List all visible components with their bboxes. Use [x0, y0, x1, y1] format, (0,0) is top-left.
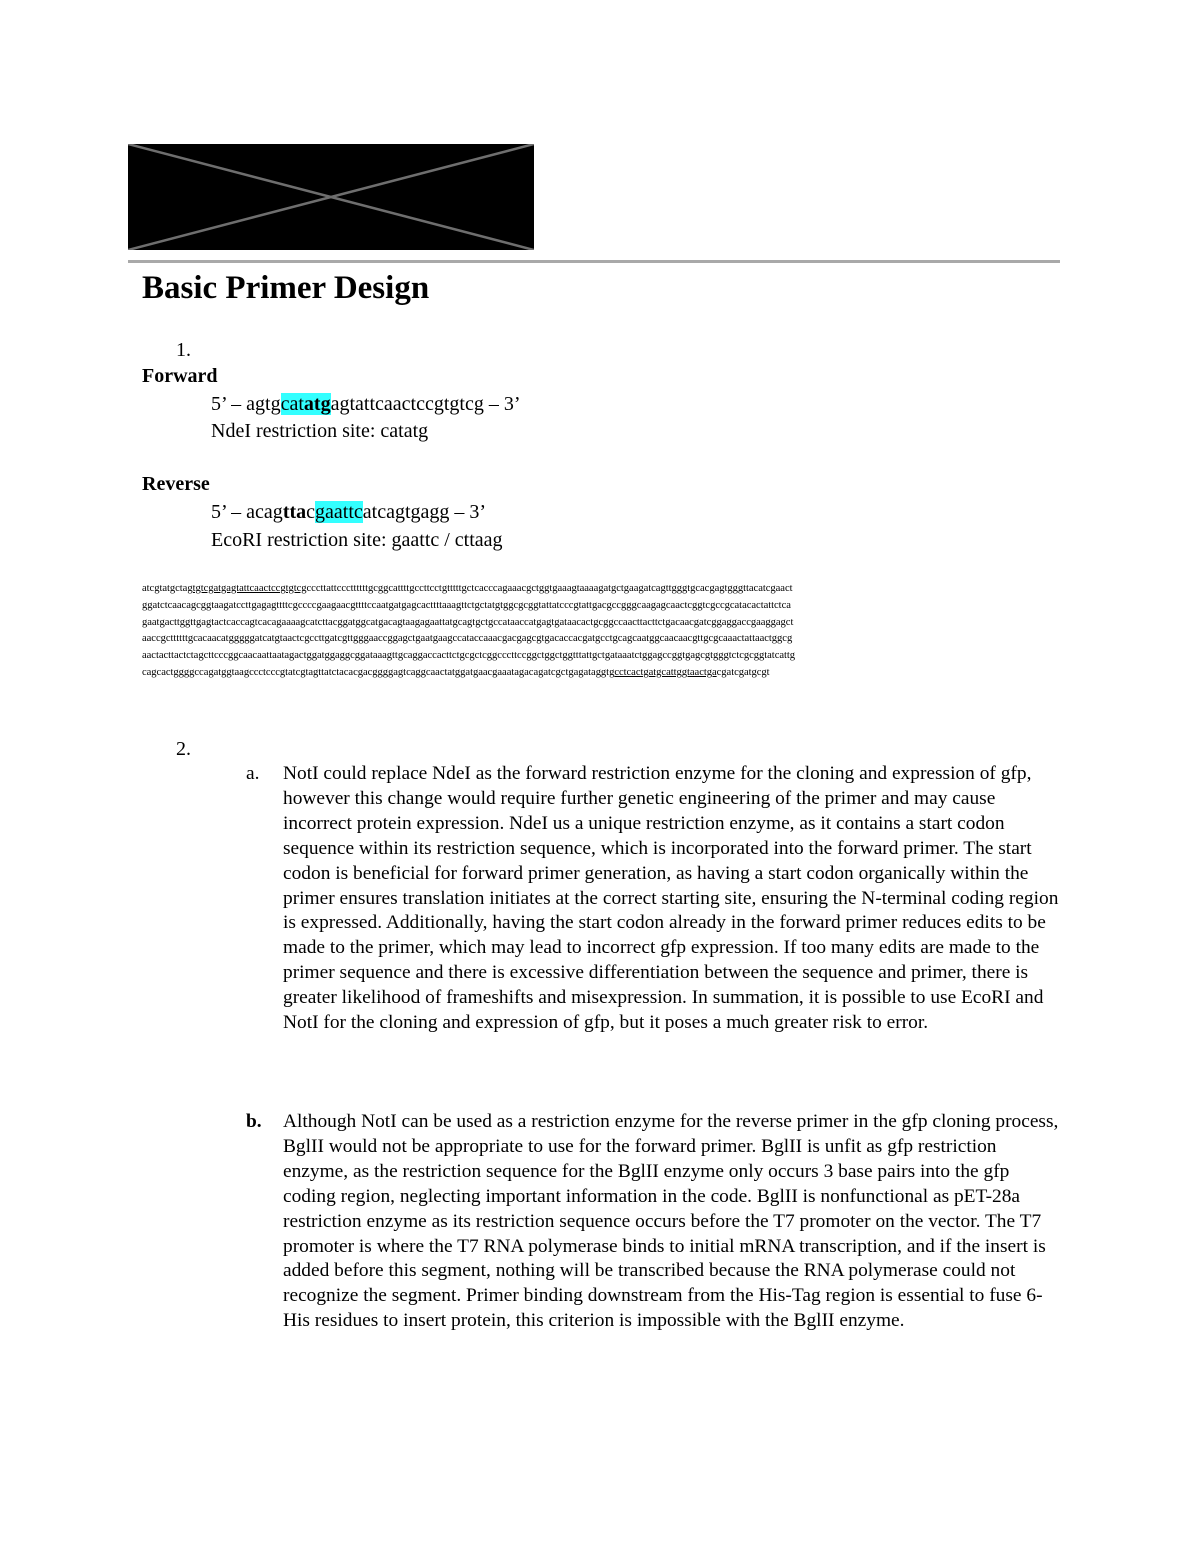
forward-site-highlight-a: cat [280, 393, 304, 415]
page-title: Basic Primer Design [142, 270, 430, 306]
reverse-primer-suffix: atcagtgagg – 3’ [362, 501, 487, 523]
sequence-line: atcgtatgctagtgtcgatgagtattcaactccgtgtcgcccttattcccttttttgcggcattttgccttcctgtttttgctcacccagaaacgctggtgaaagtaaaagatgctgaagatcagttgggtgcacgagtgggttacatcgaact [142, 583, 793, 594]
sequence-line: aactacttactctagcttcccggcaacaattaatagactggatggaggcggataaagttgcaggaccacttctgcgctcggcccttccggctggctggtttattgctgataaatctggagccggtgagcgtgggtctcgcggtatcattg [142, 650, 796, 662]
reverse-primer-prefix: 5’ – acag [211, 501, 283, 523]
answer-a-paragraph: NotI could replace NdeI as the forward restriction enzyme for the cloning and expression of gfp, however this change would require further genetic engineering of the primer and may cause incorrect protein expression. NdeI us a unique restriction enzyme, as it contains a start codon sequence within its restriction sequence, which is incorporated into the forward primer. The start codon is beneficial for forward primer generation, as having a start codon organically within the primer ensures translation initiates at the correct starting site, ensuring the N-terminal coding region is expressed. Additionally, having the start codon already in the forward primer reduces edits to be made to the primer, which may lead to incorrect gfp expression. If too many edits are made to the primer sequence and there is excessive differentiation between the sequence and primer, there is greater likelihood of frameshifts and misexpression. In summation, it is possible to use EcoRI and NotI for the cloning and expression of gfp, but it poses a much greater risk to error. [283, 763, 1059, 1034]
reverse-primer-sequence [211, 500, 486, 524]
forward-site-label: NdeI restriction site: catatg [211, 420, 429, 442]
reverse-primer-c: c [306, 501, 316, 523]
reverse-primer-bold: tta [282, 501, 307, 523]
forward-primer-sequence [211, 392, 521, 416]
reverse-site-label: EcoRI restriction site: gaattc / cttaag [211, 529, 503, 551]
title-divider [128, 260, 1060, 263]
forward-primer-prefix: 5’ – agtg [211, 393, 281, 415]
forward-heading: Forward [142, 365, 218, 387]
answer-b-paragraph: Although NotI can be used as a restriction enzyme for the reverse primer in the gfp cloning process, BglII would not be appropriate to use for the forward primer. BglII is unfit as gfp restriction enzyme, as the restriction sequence for the BglII enzyme only occurs 3 base pairs into the gfp coding region, neglecting important information in the code. BglII is nonfunctional as pET-28a restriction enzyme as its restriction sequence occurs before the T7 promoter on the vector. The T7 promoter is where the T7 RNA polymerase binds to initial mRNA transcription, and if the insert is added before this segment, nothing will be transcribed because the RNA polymerase could not recognize the segment. Primer binding downstream from the His-Tag region is essential to fuse 6-His residues to insert protein, this criterion is impossible with the BglII enzyme. [283, 1111, 1059, 1332]
sequence-line: gaatgacttggttgagtactcaccagtcacagaaaagcatcttacggatggcatgacagtaagagaattatgcagtgctgccataaccatgagtgataacactgcggccaacttacttctgacaacgatcggaggaccgaaggagct [142, 616, 794, 628]
forward-site-highlight-b: atg [303, 393, 331, 415]
reverse-heading: Reverse [142, 473, 210, 495]
forward-primer-suffix: agtattcaactccgtgtcg – 3’ [330, 393, 521, 415]
question-1-number: 1. [176, 339, 191, 361]
sequence-line: cagcactggggccagatggtaagccctcccgtatcgtagttatctacacgacggggagtcaggcaactatggatgaacgaaatagacagatcgctgagataggtgcctcactgatgcattggtaactgacgatcgatgcgt [142, 666, 770, 678]
answer-a-marker: a. [246, 763, 260, 784]
sequence-line: ggatctcaacagcggtaagatccttgagagttttcgccccgaagaacgttttccaatgatgagcacttttaaagttctgctatgtggcgcggtattatcccgtattgacgccgggcaagagcaactcggtcgccgcatacactattctca [142, 599, 791, 611]
image-placeholder-cross-icon [128, 144, 534, 250]
reverse-site-highlight: gaattc [315, 501, 363, 523]
answer-b-marker: b. [246, 1111, 262, 1132]
question-2-number: 2. [176, 738, 191, 760]
sequence-line: aaccgcttttttgcacaacatgggggatcatgtaactcgccttgatcgttgggaaccggagctgaatgaagccataccaaacgacgagcgtgacaccacgatgcctgcagcaatggcaacaacgttgcgcaaactattaactggcg [142, 633, 793, 645]
gfp-sequence-block [142, 581, 1060, 682]
logo-placeholder-image [128, 144, 534, 250]
